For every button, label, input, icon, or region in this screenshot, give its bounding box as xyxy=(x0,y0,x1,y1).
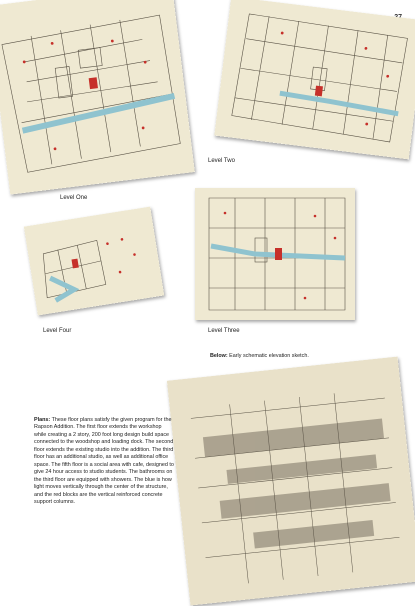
level-three-drawing xyxy=(195,188,355,320)
elevation-drawing xyxy=(167,356,415,605)
elevation-sketch xyxy=(167,356,415,605)
caption-level-two: Level Two xyxy=(208,158,235,164)
level-four-drawing xyxy=(24,207,165,316)
elevation-sketch-note xyxy=(210,353,320,360)
level-one-drawing xyxy=(0,0,195,195)
caption-level-three: Level Three xyxy=(208,328,240,334)
caption-level-one: Level One xyxy=(60,195,88,201)
level-three-plan-sketch xyxy=(195,188,355,320)
level-two-drawing xyxy=(214,0,415,159)
below-note-text: Early schematic elevation sketch. xyxy=(229,353,309,359)
below-note-label: Below: xyxy=(210,353,228,359)
caption-level-four: Level Four xyxy=(43,328,72,334)
level-one-plan-sketch xyxy=(0,0,195,195)
plans-note-text: These floor plans satisfy the given program for the Rapson Addition. The first floor extends the workshop while creating a 2 story, 200 foot long design build space connected to the woodshop and loading dock. The second floor extends the existing studio into the addition. The third floor has an additional studio, as well as additional office space. The fifth floor is a social area with cafe, designed to give 24 hour access to studio students. The bathrooms on the third floor are equipped with showers. The blue is how light moves vertically through the center of the structure, and the red blocks are the vertical reinforced concrete support columns. xyxy=(34,417,174,505)
level-four-plan-sketch xyxy=(24,207,165,316)
plans-note-label: Plans: xyxy=(34,417,51,423)
level-two-plan-sketch xyxy=(214,0,415,159)
plans-description-note xyxy=(34,417,174,506)
